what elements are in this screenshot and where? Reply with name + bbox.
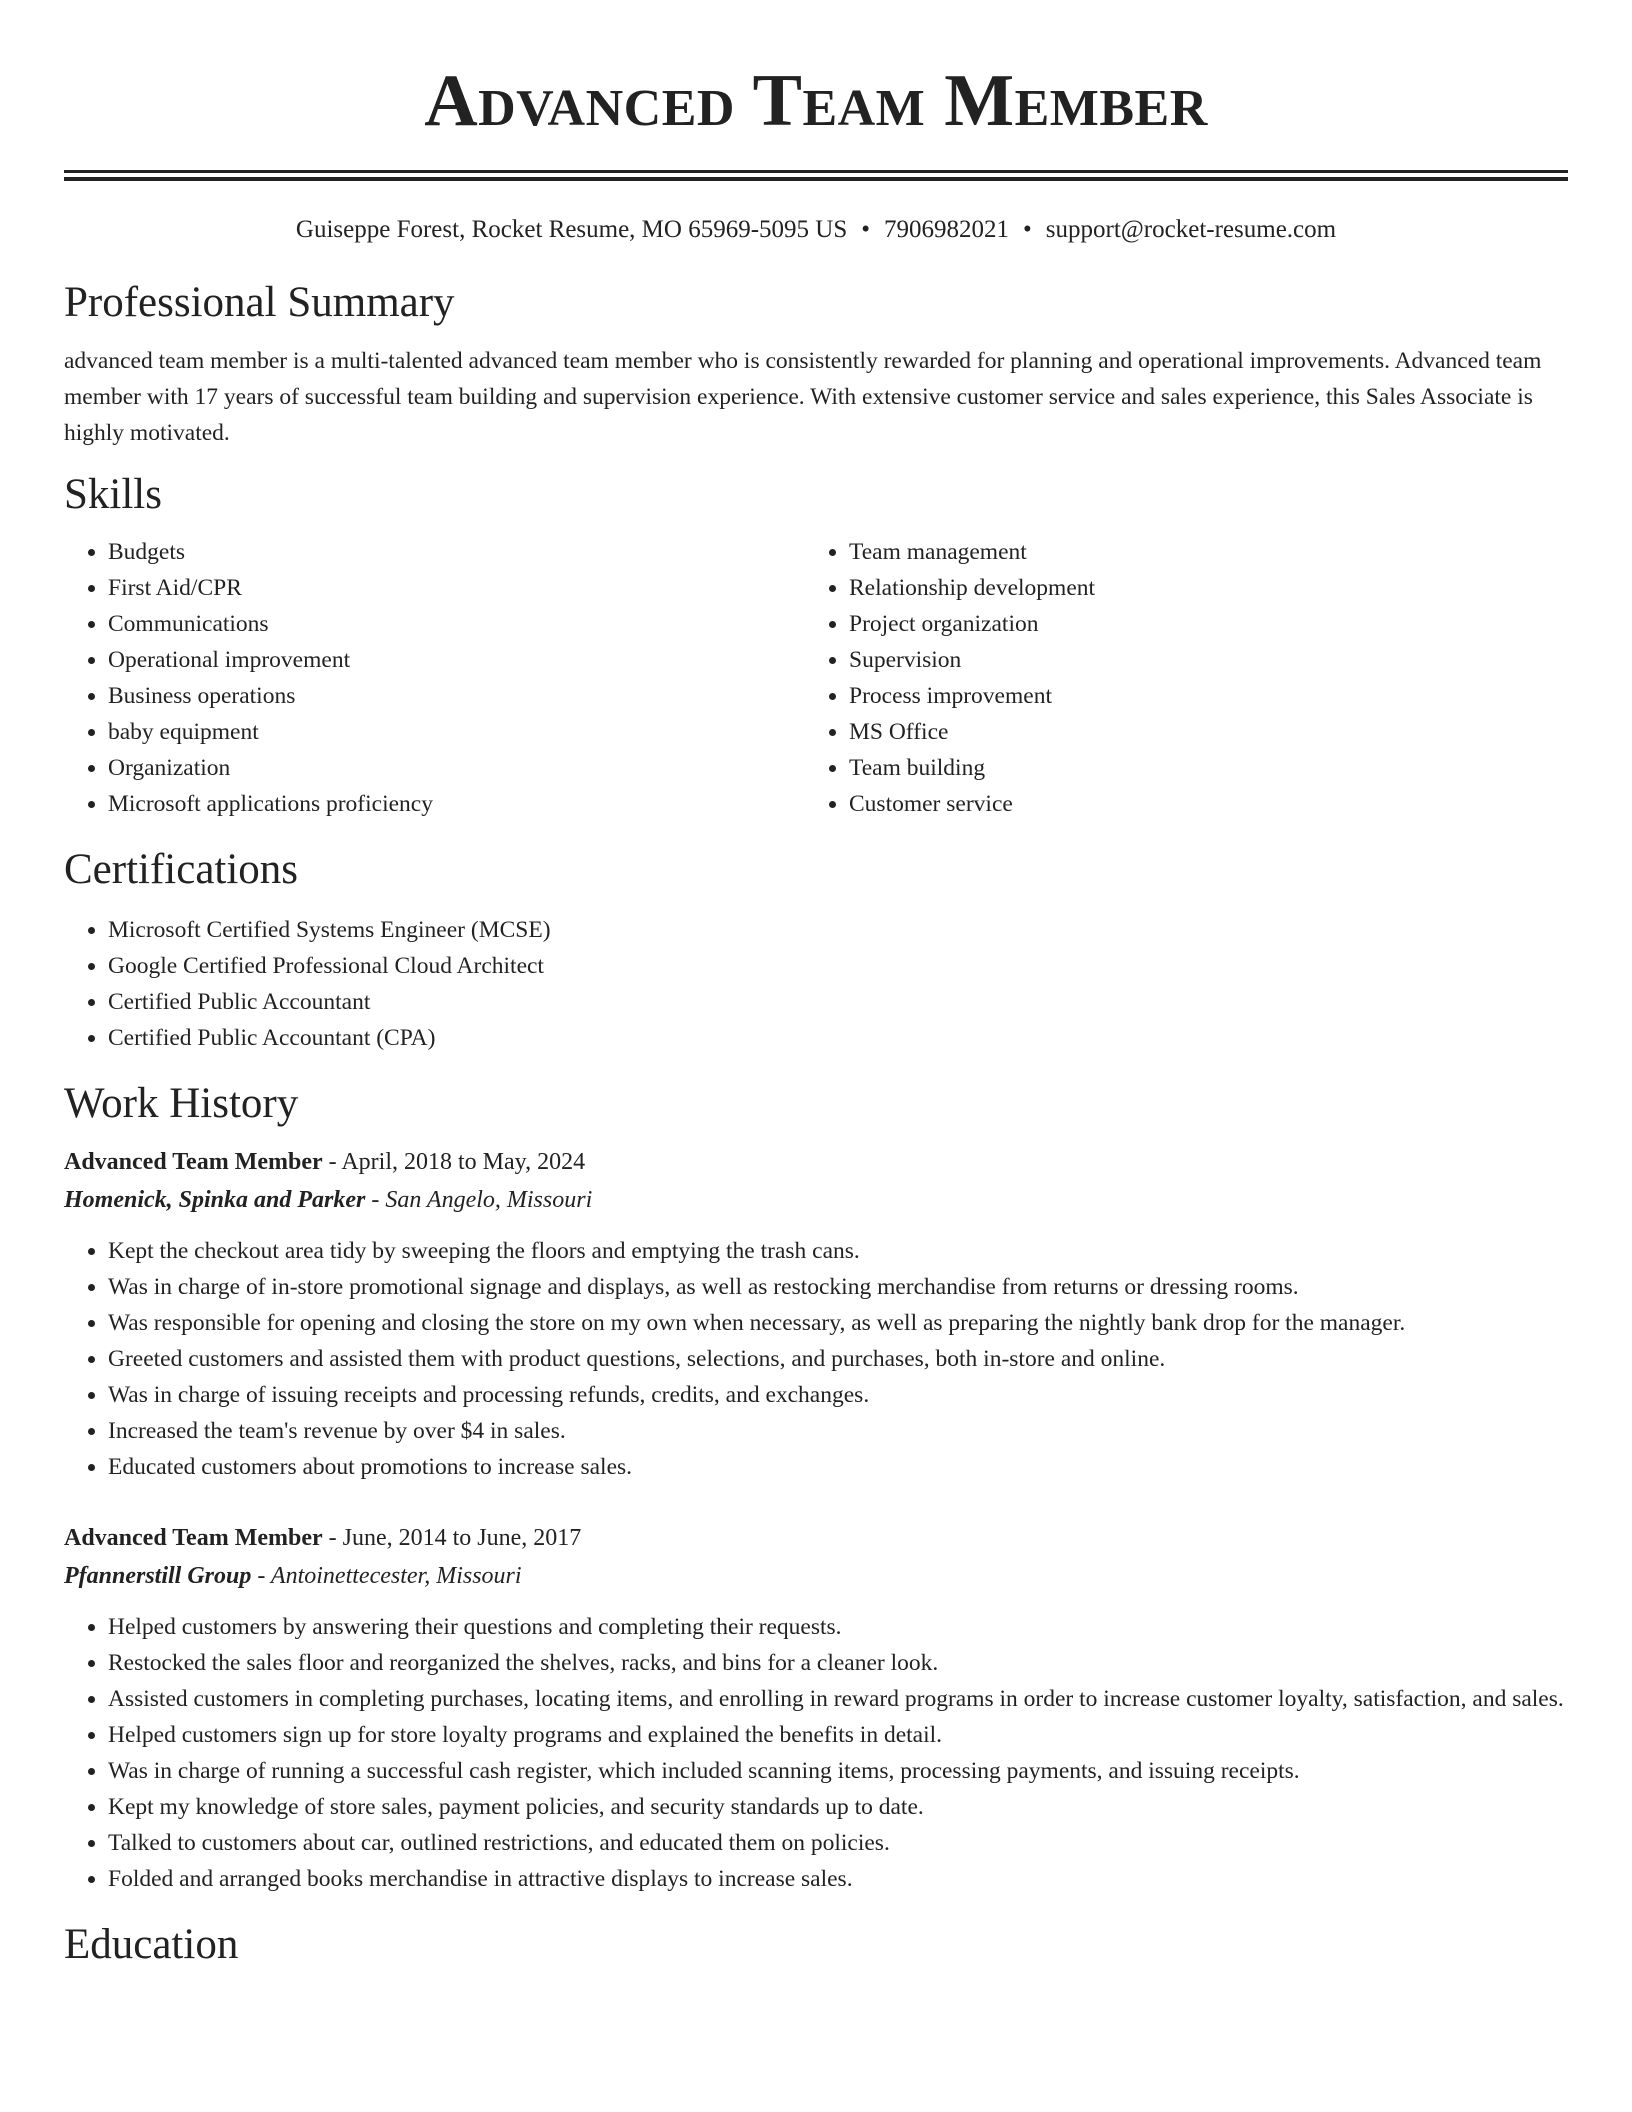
resume-title: Advanced Team Member	[424, 60, 1208, 142]
summary-text: advanced team member is a multi-talented advanced team member who is consistently rewarded for planning and operational improvements. Advanced team member with 17 years of successful team building and supervision experience. With extensive customer service and sales experience, this Sales Associate is highly motivated.	[64, 347, 1542, 446]
skills-grid	[64, 534, 1568, 822]
job-company-line	[64, 1557, 1568, 1595]
contact-separator: •	[861, 216, 871, 243]
section-heading-summary: Professional Summary	[64, 279, 455, 326]
skill-item: • Operational improvement	[108, 642, 805, 678]
job-bullet: • Talked to customers about car, outlined restrictions, and educated them on policies.	[108, 1825, 1568, 1861]
job-location: - San Angelo, Missouri	[365, 1187, 593, 1214]
job-entry	[64, 1143, 1568, 1485]
title-double-rule	[64, 170, 1568, 181]
skill-item: • Process improvement	[849, 678, 1568, 714]
skill-item: • Organization	[108, 750, 805, 786]
skills-section	[64, 469, 1568, 823]
skill-item: • Business operations	[108, 678, 805, 714]
job-company: Homenick, Spinka and Parker	[64, 1187, 366, 1214]
job-bullet: • Greeted customers and assisted them with product questions, selections, and purchases, both in-store and online.	[108, 1341, 1568, 1377]
section-heading-skills: Skills	[64, 470, 162, 518]
skill-item: • Customer service	[849, 786, 1568, 822]
job-bullet: • Kept my knowledge of store sales, payment policies, and security standards up to date.	[108, 1789, 1568, 1825]
education-section	[64, 1919, 1568, 1971]
skill-item: • Budgets	[108, 534, 805, 570]
work-history-section	[64, 1078, 1568, 1898]
skills-list-right	[805, 534, 1568, 822]
job-bullet: • Was responsible for opening and closing the store on my own when necessary, as well as preparing the nightly bank drop for the manager.	[108, 1305, 1568, 1341]
job-bullet: • Folded and arranged books merchandise in attractive displays to increase sales.	[108, 1861, 1568, 1897]
contact-phone: 7906982021	[884, 216, 1010, 243]
certifications-section	[64, 844, 1568, 1056]
skill-item: • Relationship development	[849, 570, 1568, 606]
section-heading-education: Education	[64, 1921, 239, 1969]
contact-email: support@rocket-resume.com	[1045, 216, 1337, 243]
job-bullet: • Was in charge of in-store promotional signage and displays, as well as restocking merchandise from returns or dressing rooms.	[108, 1269, 1568, 1305]
skills-list-left	[64, 534, 805, 822]
contact-address: Guiseppe Forest, Rocket Resume, MO 65969-5095 US	[295, 216, 848, 243]
job-title: Advanced Team Member	[64, 1149, 323, 1176]
job-bullet: • Was in charge of running a successful cash register, which included scanning items, processing payments, and issuing receipts.	[108, 1753, 1568, 1789]
skill-item: • Project organization	[849, 606, 1568, 642]
job-bullet: • Restocked the sales floor and reorganized the shelves, racks, and bins for a cleaner look.	[108, 1645, 1568, 1681]
job-title-line	[64, 1143, 1568, 1181]
certification-item: • Google Certified Professional Cloud Architect	[108, 948, 1568, 984]
certifications-list	[64, 912, 1568, 1056]
contact-line	[64, 215, 1568, 245]
certification-item: • Certified Public Accountant	[108, 984, 1568, 1020]
skill-item: • baby equipment	[108, 714, 805, 750]
job-bullet: • Helped customers by answering their questions and completing their requests.	[108, 1609, 1568, 1645]
job-bullet: • Increased the team's revenue by over $4 in sales.	[108, 1413, 1568, 1449]
job-bullets	[64, 1609, 1568, 1897]
certification-item: • Microsoft Certified Systems Engineer (MCSE)	[108, 912, 1568, 948]
job-entry	[64, 1519, 1568, 1897]
job-title: Advanced Team Member	[64, 1525, 323, 1552]
skill-item: • Supervision	[849, 642, 1568, 678]
job-bullets	[64, 1233, 1568, 1485]
skill-item: • Team building	[849, 750, 1568, 786]
job-bullet: • Assisted customers in completing purchases, locating items, and enrolling in reward programs in order to increase customer loyalty, satisfaction, and sales.	[108, 1681, 1568, 1717]
job-company: Pfannerstill Group	[64, 1563, 252, 1590]
job-bullet: • Helped customers sign up for store loyalty programs and explained the benefits in detail.	[108, 1717, 1568, 1753]
job-bullet: • Was in charge of issuing receipts and processing refunds, credits, and exchanges.	[108, 1377, 1568, 1413]
section-heading-work-history: Work History	[64, 1079, 299, 1127]
job-dates: - April, 2018 to May, 2024	[322, 1149, 586, 1176]
job-title-line	[64, 1519, 1568, 1557]
job-location: - Antoinettecester, Missouri	[251, 1563, 522, 1590]
section-heading-certifications: Certifications	[64, 846, 299, 894]
job-bullet: • Educated customers about promotions to increase sales.	[108, 1449, 1568, 1485]
job-company-line	[64, 1181, 1568, 1219]
certification-item: • Certified Public Accountant (CPA)	[108, 1020, 1568, 1056]
summary-section	[64, 277, 1568, 451]
skill-item: • Microsoft applications proficiency	[108, 786, 805, 822]
job-dates: - June, 2014 to June, 2017	[322, 1525, 582, 1552]
job-bullet: • Kept the checkout area tidy by sweeping the floors and emptying the trash cans.	[108, 1233, 1568, 1269]
skill-item: • Communications	[108, 606, 805, 642]
contact-separator: •	[1023, 216, 1032, 243]
skill-item: • MS Office	[849, 714, 1568, 750]
skill-item: • Team management	[849, 534, 1568, 570]
skill-item: • First Aid/CPR	[108, 570, 805, 606]
